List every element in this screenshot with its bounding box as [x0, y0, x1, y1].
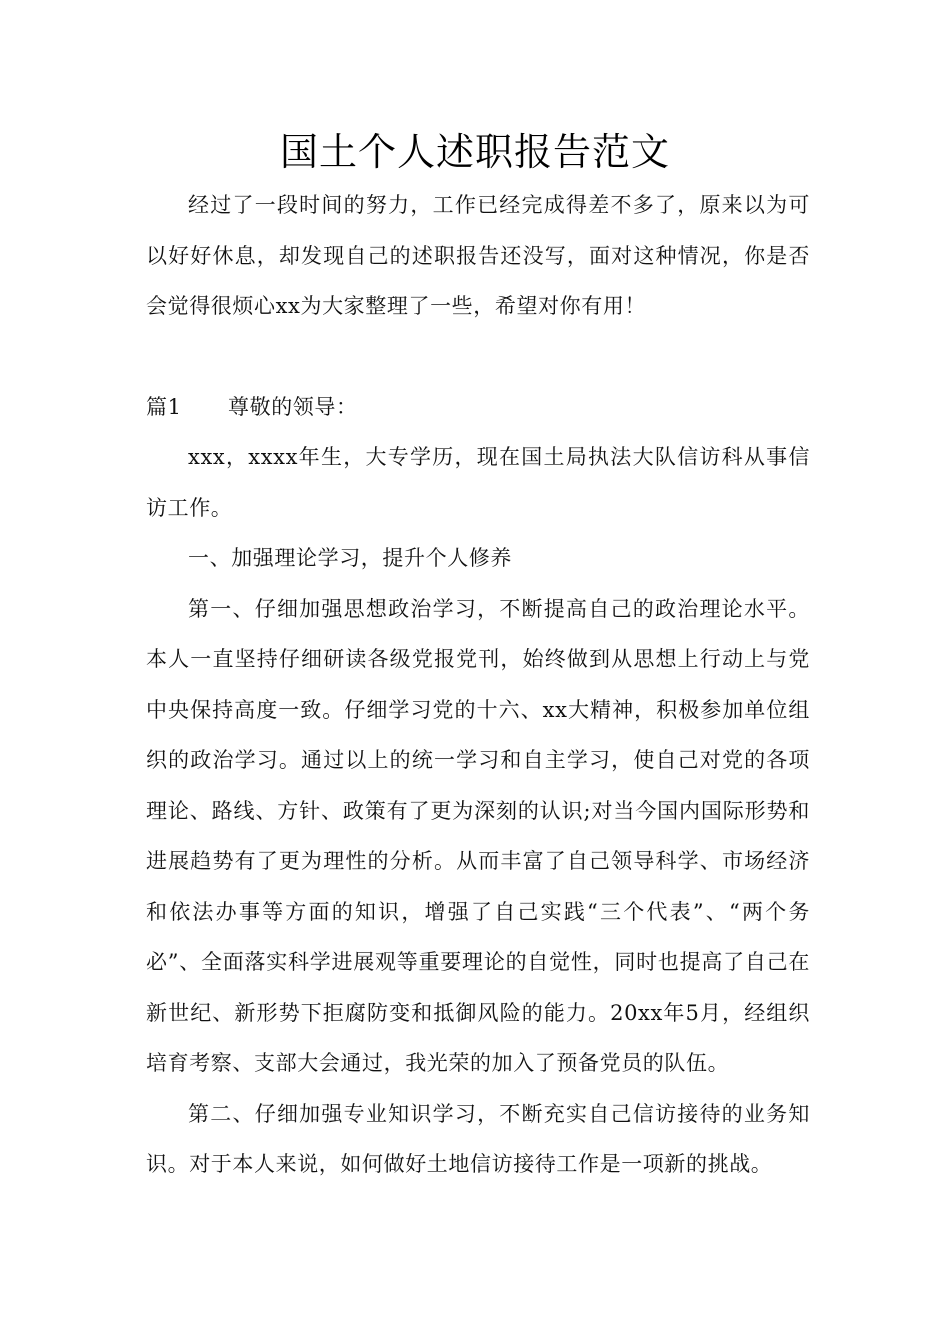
intro-paragraph: 经过了一段时间的努力，工作已经完成得差不多了，原来以为可以好好休息，却发现自己的述职报告还没写，面对这种情况，你是否会觉得很烦心xx为大家整理了一些，希望对你有用！	[146, 193, 810, 318]
paragraph-political-study: 第一、仔细加强思想政治学习，不断提高自己的政治理论水平。本人一直坚持仔细研读各级党报党刊，始终做到从思想上行动上与党中央保持高度一致。仔细学习党的十六、xx大精神，积极参加单位组织的政治学习。通过以上的统一学习和自主学习，使自己对党的各项理论、路线、方针、政策有了更为深刻的认识;对当今国内国际形势和进展趋势有了更为理性的分析。从而丰富了自己领导科学、市场经济和依法办事等方面的知识，增强了自己实践“三个代表”、“两个务必”、全面落实科学进展观等重要理论的自觉性，同时也提高了自己在新世纪、新形势下拒腐防变和抵御风险的能力。20xx年5月，经组织培育考察、支部大会通过，我光荣的加入了预备党员的队伍。	[146, 596, 810, 1075]
paragraph-heading-1: 一、加强理论学习，提升个人修养	[188, 546, 512, 570]
paragraph-professional-study: 第二、仔细加强专业知识学习，不断充实自己信访接待的业务知识。对于本人来说，如何做好土地信访接待工作是一项新的挑战。	[146, 1101, 810, 1176]
salutation: 尊敬的领导：	[228, 394, 358, 419]
section-label: 篇1	[146, 394, 182, 419]
document-body	[146, 180, 810, 1190]
section-heading	[146, 382, 810, 433]
document-title: 国土个人述职报告范文	[279, 130, 670, 174]
spacer	[146, 332, 810, 382]
paragraph-profile: xxx，xxxx年生，大专学历，现在国土局执法大队信访科从事信访工作。	[146, 445, 810, 520]
